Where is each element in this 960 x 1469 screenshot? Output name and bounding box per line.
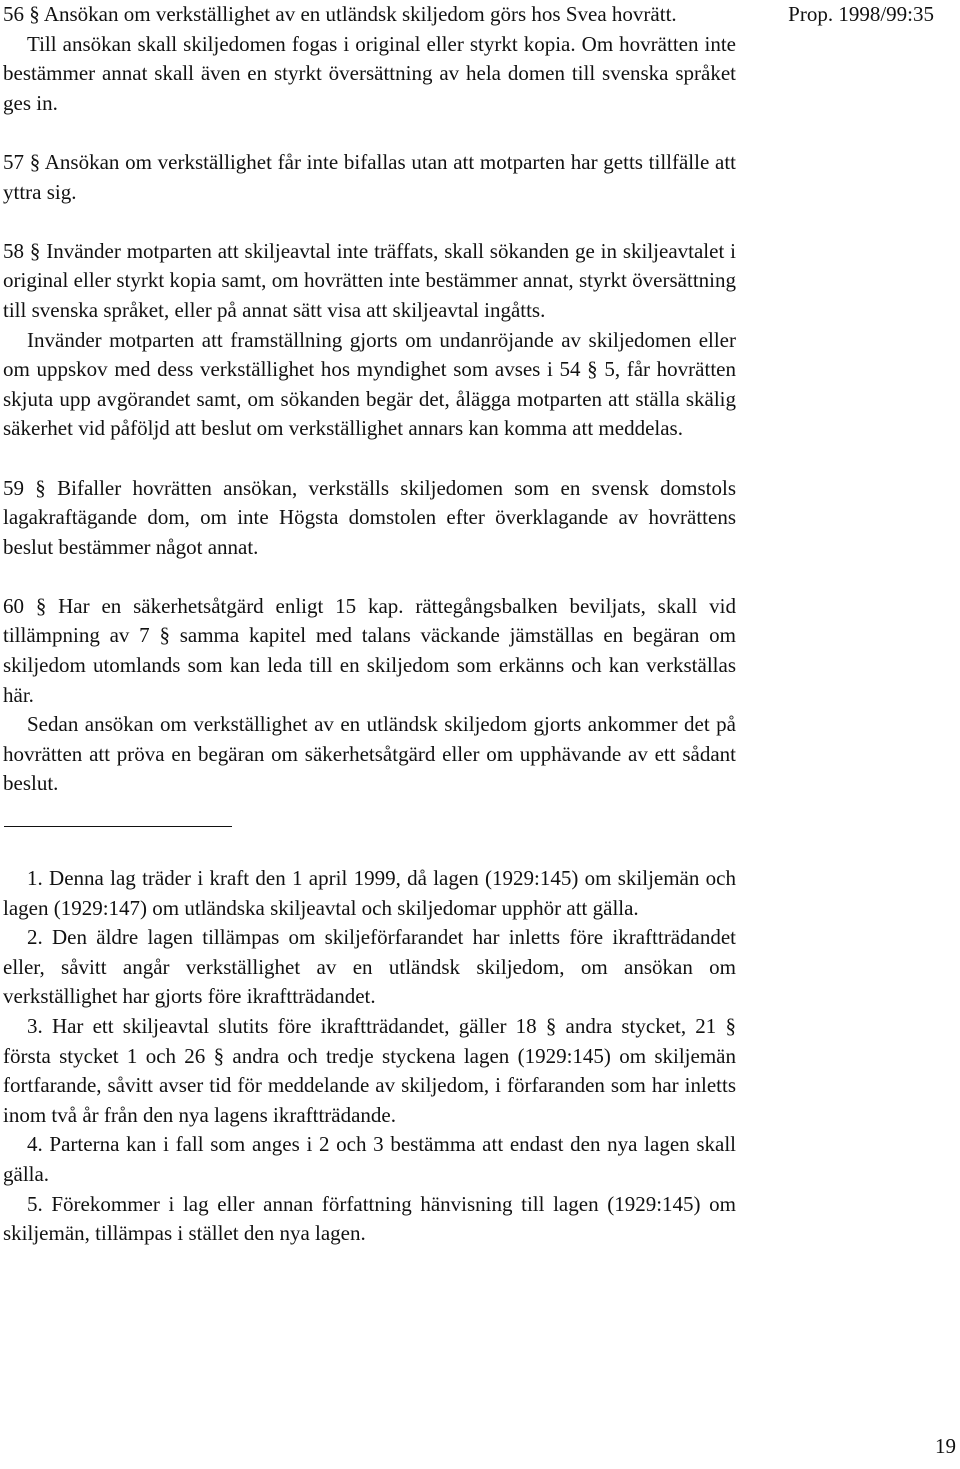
section-57-paragraph-1: 57 § Ansökan om verkställighet får inte bifallas utan att motparten har getts tillfälle att yttra sig. — [3, 149, 736, 204]
transitional-provision-1: 1. Denna lag träder i kraft den 1 april 1999, då lagen (1929:145) om skiljemän och lagen (1929:147) om utländska skiljeavtal och skiljedomar upphör att gälla. — [3, 866, 736, 920]
transitional-provision-5: 5. Förekommer i lag eller annan författning hänvisning till lagen (1929:145) om skiljemän, tillämpas i stället den nya lagen. — [3, 1191, 736, 1246]
section-56 — [3, 0, 736, 118]
section-60-paragraph-1: 60 § Har en säkerhetsåtgärd enligt 15 kap. rättegångsbalken beviljats, skall vid tillämpning av 7 § samma kapitel med talans väckande jämställas en begäran om skiljedom utomlands som kan leda till en skiljedom som erkänns och kan verkställas här. — [3, 593, 736, 707]
transitional-provision-3: 3. Har ett skiljeavtal slutits före ikraftträdandet, gäller 18 § andra stycket, 21 § första stycket 1 och 26 § andra och tredje styckena lagen (1929:145) om skiljemän fortfarande, såvitt avser tid för meddelande av skiljedom, i förfaranden som har inletts inom två år från den nya lagens ikraftträdande. — [3, 1014, 736, 1127]
section-gap — [3, 444, 736, 474]
section-58-paragraph-2: Invänder motparten att framställning gjorts om undanröjande av skiljedomen eller om uppskov med dess verkställighet hos myndighet som avses i 54 § 5, får hovrätten skjuta upp avgörandet samt, om sökanden begär det, ålägga motparten att ställa skälig säkerhet vid påföljd att beslut om verkställighet annars kan komma att meddelas. — [3, 327, 736, 441]
section-59-paragraph-1: 59 § Bifaller hovrätten ansökan, verkställs skiljedomen som en svensk domstols lagakraftägande dom, om inte Högsta domstolen efter överklagande av hovrättens beslut bestämmer något annat. — [3, 475, 736, 559]
section-57 — [3, 148, 736, 207]
section-gap — [3, 207, 736, 237]
section-gap — [3, 118, 736, 148]
footnote-divider — [4, 826, 232, 827]
section-60 — [3, 592, 736, 799]
section-58-paragraph-1: 58 § Invänder motparten att skiljeavtal inte träffats, skall sökanden ge in skiljeavtalet i original eller styrkt kopia samt, om hovrätten inte bestämmer annat, styrkt översättning till svenska språket, eller på annat sätt visa att skiljeavtal ingåtts. — [3, 238, 736, 322]
transitional-provision-4: 4. Parterna kan i fall som anges i 2 och 3 bestämma att endast den nya lagen skall gälla. — [3, 1132, 736, 1186]
document-body — [3, 0, 736, 1249]
section-59 — [3, 474, 736, 563]
transitional-provision-2: 2. Den äldre lagen tillämpas om skiljeförfarandet har inletts före ikraftträdandet eller, såvitt angår verkställighet av en utländsk skiljedom, om ansökan om verkställighet har gjorts före ikraftträdandet. — [3, 925, 736, 1009]
page-number: 19 — [935, 1434, 956, 1458]
section-56-paragraph-1: 56 § Ansökan om verkställighet av en utländsk skiljedom görs hos Svea hovrätt. — [3, 2, 677, 26]
transitional-provisions — [3, 864, 736, 1249]
section-58 — [3, 237, 736, 444]
proposition-reference: Prop. 1998/99:35 — [788, 2, 934, 26]
section-56-paragraph-2: Till ansökan skall skiljedomen fogas i original eller styrkt kopia. Om hovrätten inte bestämmer annat skall även en styrkt översättning av hela domen till svenska språket ges in. — [3, 31, 736, 115]
section-60-paragraph-2: Sedan ansökan om verkställighet av en utländsk skiljedom gjorts ankommer det på hovrätten att pröva en begäran om säkerhetsåtgärd eller om upphävande av ett sådant beslut. — [3, 712, 736, 796]
section-gap — [3, 562, 736, 592]
